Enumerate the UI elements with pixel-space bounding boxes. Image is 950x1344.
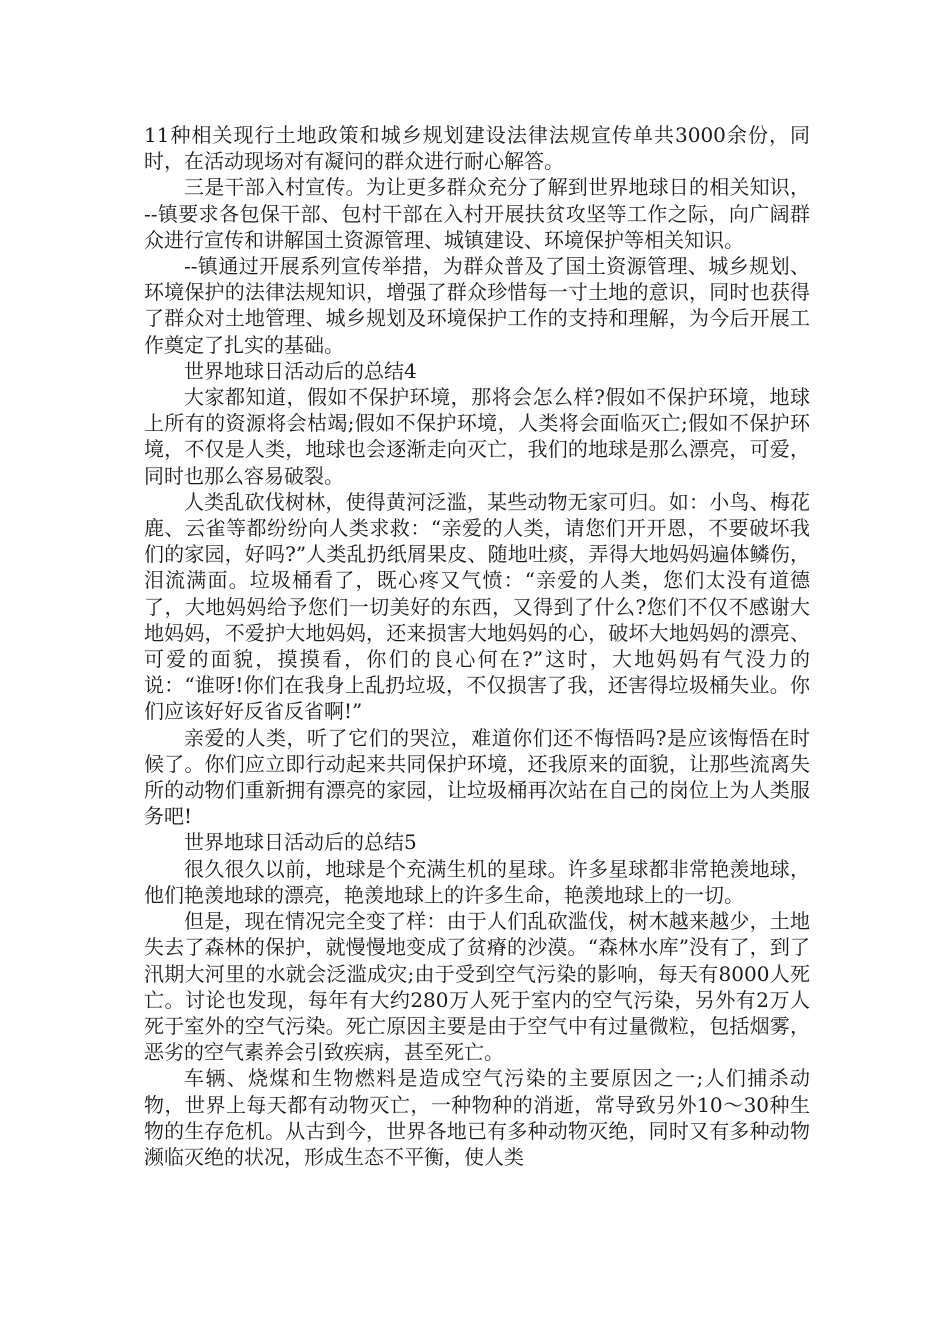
paragraph-3: --镇通过开展系列宣传举措，为群众普及了国土资源管理、城乡规划、环境保护的法律法规知识，增强了群众珍惜每一寸土地的意识，同时也获得了群众对土地管理、城乡规划及环境保护工作的支持和理解，为今后开展工作奠定了扎实的基础。: [144, 254, 810, 357]
paragraph-1: 11种相关现行土地政策和城乡规划建设法律法规宣传单共3000余份，同时，在活动现场对有凝问的群众进行耐心解答。: [144, 123, 810, 174]
paragraph-10: 但是，现在情况完全变了样：由于人们乱砍滥伐，树木越来越少，土地失去了森林的保护，就慢慢地变成了贫瘠的沙漠。“森林水库”没有了，到了汛期大河里的水就会泛滥成灾;由于受到空气污染的影响，每天有8000人死亡。讨论也发现，每年有大约280万人死于室内的空气污染，另外有2万人死于室外的空气污染。死亡原因主要是由于空气中有过量微粒，包括烟雾，恶劣的空气素养会引致疾病，甚至死亡。: [144, 909, 810, 1065]
paragraph-11: 车辆、烧煤和生物燃料是造成空气污染的主要原因之一;人们捕杀动物，世界上每天都有动物灭亡，一种物种的消逝，常导致另外10～30种生物的生存危机。从古到今，世界各地已有多种动物灭绝，同时又有多种动物濒临灭绝的状况，形成生态不平衡，使人类: [144, 1066, 810, 1169]
paragraph-5: 大家都知道，假如不保护环境，那将会怎么样?假如不保护环境，地球上所有的资源将会枯竭;假如不保护环境，人类将会面临灭亡;假如不保护环境，不仅是人类，地球也会逐渐走向灭亡，我们的地球是那么漂亮，可爱，同时也那么容易破裂。: [144, 385, 810, 488]
document-body: [144, 122, 810, 1170]
section-heading-4: 世界地球日活动后的总结4: [184, 358, 417, 383]
paragraph-7: 亲爱的人类，听了它们的哭泣，难道你们还不悔悟吗?是应该悔悟在时候了。你们应立即行动起来共同保护环境，还我原来的面貌，让那些流离失所的动物们重新拥有漂亮的家园，让垃圾桶再次站在自己的岗位上为人类服务吧!: [144, 725, 810, 829]
paragraph-6: 人类乱砍伐树林，使得黄河泛滥，某些动物无家可归。如：小鸟、梅花鹿、云雀等都纷纷向人类求救：“亲爱的人类，请您们开开恩，不要破坏我们的家园，好吗?”人类乱扔纸屑果皮、随地吐痰，弄得大地妈妈遍体鳞伤，泪流满面。垃圾桶看了，既心疼又气愤：“亲爱的人类，您们太没有道德了，大地妈妈给予您们一切美好的东西，又得到了什么?您们不仅不感谢大地妈妈，不爱护大地妈妈，还来损害大地妈妈的心，破坏大地妈妈的漂亮、可爱的面貌，摸摸看，你们的良心何在?”这时，大地妈妈有气没力的说：“谁呀!你们在我身上乱扔垃圾，不仅损害了我，还害得垃圾桶失业。你们应该好好反省反省啊!”: [144, 489, 810, 724]
paragraph-2: 三是干部入村宣传。为让更多群众充分了解到世界地球日的相关知识，--镇要求各包保干部、包村干部在入村开展扶贫攻坚等工作之际，向广阔群众进行宣传和讲解国土资源管理、城镇建设、环境保护等相关知识。: [144, 175, 810, 252]
section-heading-5: 世界地球日活动后的总结5: [184, 830, 417, 855]
paragraph-9: 很久很久以前，地球是个充满生机的星球。许多星球都非常艳羡地球，他们艳羡地球的漂亮，艳羡地球上的许多生命，艳羡地球上的一切。: [144, 856, 810, 907]
